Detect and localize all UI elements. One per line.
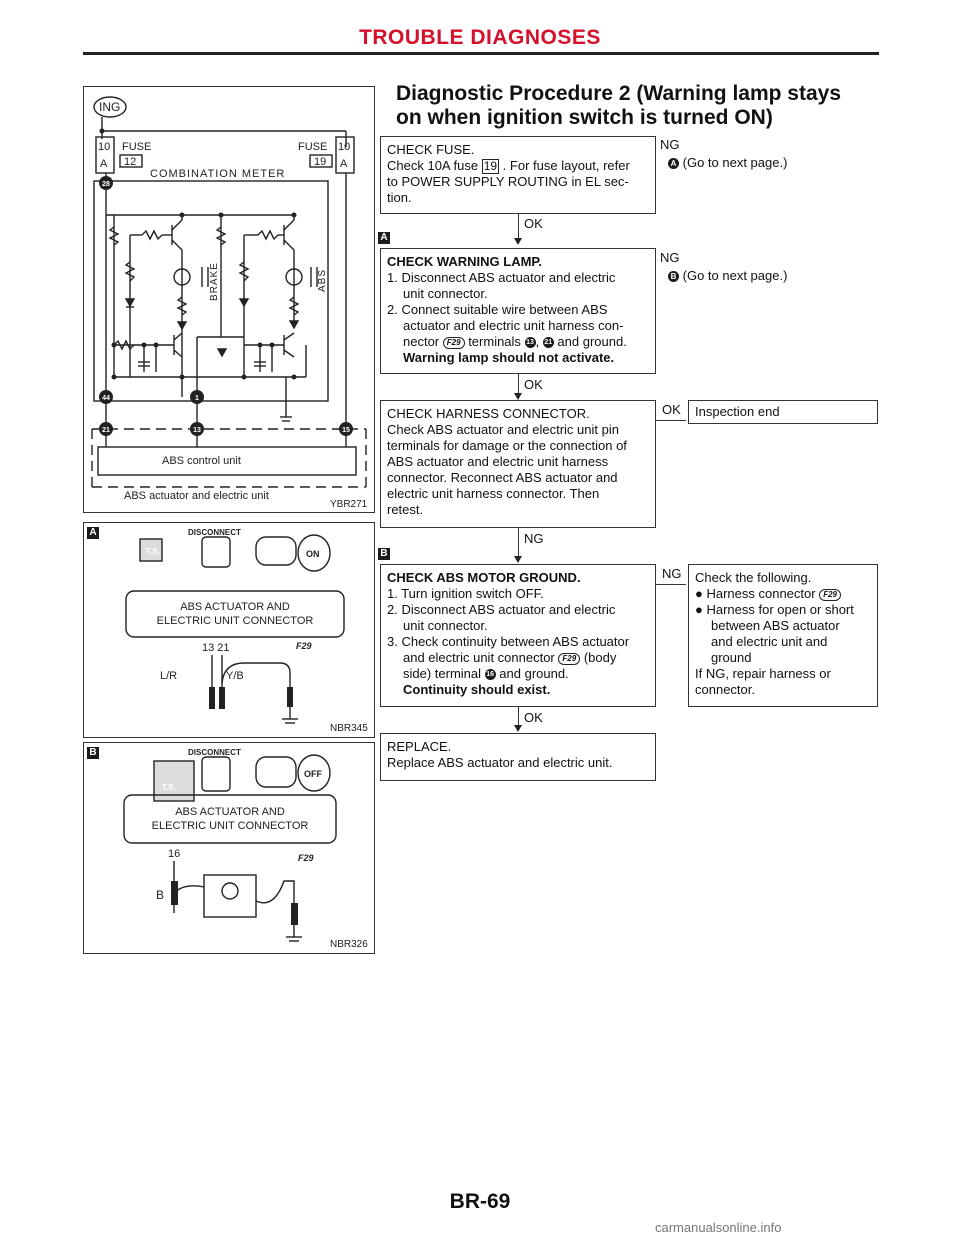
warning-lamp-l1: 1. Disconnect ABS actuator and electric	[387, 270, 616, 285]
motor-ground-l3c: side) terminal 16 and ground.	[403, 666, 569, 681]
figure-a-tag: A	[87, 527, 99, 539]
ts-label-b: T.S.	[162, 783, 176, 792]
harness-l4: connector. Reconnect ABS actuator and	[387, 470, 618, 485]
connector-id-b: F29	[298, 853, 314, 863]
harness-l5: electric unit harness connector. Then	[387, 486, 600, 501]
pin-13: 13	[193, 427, 201, 434]
harness-l3: ABS actuator and electric unit harness	[387, 454, 609, 469]
pin-28: 28	[102, 181, 110, 188]
motor-ground-l1: 1. Turn ignition switch OFF.	[387, 586, 544, 601]
motor-ground-l2b: unit connector.	[403, 618, 488, 633]
harness-ng-label: NG	[524, 531, 544, 546]
harness-title: CHECK HARNESS CONNECTOR.	[387, 406, 590, 421]
check-item-2c: and electric unit and	[711, 634, 828, 649]
side-tag-b: B	[378, 548, 390, 560]
fuse-right-label: FUSE	[298, 141, 328, 153]
pin-44: 44	[102, 395, 110, 402]
connector-id-a: F29	[296, 641, 312, 651]
lamp-ng-label: NG	[660, 250, 680, 265]
warning-lamp-l2c: nector F29 terminals 13 , 21 and ground.	[403, 334, 627, 349]
check-item-3b: connector.	[695, 682, 755, 697]
check-fuse-line4: tion.	[387, 190, 412, 206]
lamp-ng-tag: B	[668, 271, 679, 282]
combination-meter-label: COMBINATION METER	[150, 168, 286, 180]
motor-ok-arrow	[514, 725, 522, 732]
page-number: BR-69	[449, 1190, 511, 1213]
connector-label-b-2: ELECTRIC UNIT CONNECTOR	[151, 820, 309, 832]
warning-lamp-expectation: Warning lamp should not activate.	[403, 350, 615, 365]
fuse-ok-label: OK	[524, 216, 543, 231]
step-check-fuse	[380, 136, 656, 214]
figure-b-tag: B	[87, 747, 99, 759]
fuse-ng-tag: A	[668, 158, 679, 169]
harness-l1: Check ABS actuator and electric unit pin	[387, 422, 619, 437]
connector-label-a-1: ABS ACTUATOR AND	[180, 601, 290, 613]
warning-lamp-l2: 2. Connect suitable wire between ABS	[387, 302, 608, 317]
pin-21: 21	[102, 427, 110, 434]
replace-title: REPLACE.	[387, 739, 452, 754]
fuse-ng-result: A (Go to next page.)	[668, 155, 787, 171]
harness-ng-arrow	[514, 556, 522, 563]
check-fuse-line2: Check 10A fuse 19 . For fuse layout, refer	[387, 158, 630, 174]
fuse-right-amp: 10	[338, 141, 351, 153]
check-item-3a: If NG, repair harness or	[695, 666, 831, 681]
fuse-right-amp-unit: A	[340, 158, 348, 170]
step-check-motor-ground	[380, 564, 656, 707]
check-following-box	[688, 564, 878, 707]
motor-ng-connector	[656, 584, 686, 585]
watermark: carmanualsonline.info	[655, 1220, 782, 1235]
fuse-left-amp-unit: A	[100, 158, 108, 170]
on-label: ON	[306, 549, 320, 559]
warning-lamp-title: CHECK WARNING LAMP.	[387, 254, 543, 269]
harness-ok-label: OK	[662, 402, 681, 417]
wire-yb-label: Y/B	[226, 670, 244, 682]
step-check-warning-lamp	[380, 248, 656, 374]
fuse-number-box: 19	[483, 159, 498, 174]
pin-16-label: 16	[168, 848, 181, 860]
procedure-title-line1: Diagnostic Procedure 2 (Warning lamp stays	[396, 82, 841, 105]
wire-b-label: B	[156, 888, 165, 902]
fuse-ng-label: NG	[660, 137, 680, 152]
fuse-left-number: 12	[124, 156, 137, 168]
inspection-end-box: Inspection end	[688, 400, 878, 424]
header-rule	[83, 52, 879, 55]
check-fuse-line3: to POWER SUPPLY ROUTING in EL sec-	[387, 174, 629, 190]
warning-lamp-l2b: actuator and electric unit harness con-	[403, 318, 624, 333]
lamp-ok-label: OK	[524, 377, 543, 392]
connector-f29-badge-3: F29	[819, 589, 841, 601]
connector-label-b-1: ABS ACTUATOR AND	[175, 806, 285, 818]
connector-label-a-2: ELECTRIC UNIT CONNECTOR	[156, 615, 314, 627]
motor-ok-label: OK	[524, 710, 543, 725]
abs-actuator-label: ABS actuator and electric unit	[124, 490, 269, 502]
wire-lr-label: L/R	[160, 670, 178, 682]
motor-ground-title: CHECK ABS MOTOR GROUND.	[387, 570, 581, 585]
harness-l2: terminals for damage or the connection of	[387, 438, 627, 453]
figure-a-code: NBR345	[330, 723, 368, 734]
check-item-2d: ground	[711, 650, 752, 665]
abs-label: ABS	[317, 268, 328, 292]
fuse-ok-connector	[518, 214, 519, 240]
fuse-ok-arrow	[514, 238, 522, 245]
pin-13-badge: 13	[526, 339, 534, 347]
figure-b-diagram	[84, 743, 374, 953]
replace-l1: Replace ABS actuator and electric unit.	[387, 755, 613, 770]
motor-ground-expectation: Continuity should exist.	[403, 682, 551, 697]
disconnect-label-b: DISCONNECT	[188, 748, 241, 757]
procedure-title	[396, 82, 866, 130]
ts-label-a: T.S.	[146, 547, 160, 556]
abs-control-unit-label: ABS control unit	[162, 455, 241, 467]
step-replace	[380, 733, 656, 781]
motor-ok-connector	[518, 707, 519, 727]
check-fuse-title: CHECK FUSE.	[387, 142, 475, 157]
pin-1: 1	[195, 395, 199, 402]
off-label: OFF	[304, 769, 322, 779]
warning-lamp-l1b: unit connector.	[403, 286, 488, 301]
check-item-1: ● Harness connector F29	[695, 586, 871, 602]
harness-ng-connector	[518, 528, 519, 558]
figure-code: YBR271	[330, 499, 368, 510]
check-following-title: Check the following.	[695, 570, 812, 585]
procedure-title-line2: on when ignition switch is turned ON)	[396, 106, 773, 129]
check-item-2: ● Harness for open or short	[695, 602, 854, 617]
motor-ground-l3: 3. Check continuity between ABS actuator	[387, 634, 630, 649]
harness-ok-connector	[656, 420, 686, 421]
circuit-diagram-panel	[83, 86, 375, 513]
figure-b-panel	[83, 742, 375, 954]
figure-a-panel	[83, 522, 375, 738]
ing-label: ING	[99, 100, 121, 114]
disconnect-label-a: DISCONNECT	[188, 528, 241, 537]
brake-label: BRAKE	[209, 262, 220, 301]
harness-l6: retest.	[387, 502, 424, 517]
side-tag-a: A	[378, 232, 390, 244]
connector-f29-badge-2: F29	[558, 653, 580, 665]
figure-b-code: NBR326	[330, 939, 368, 950]
lamp-ok-arrow	[514, 393, 522, 400]
circuit-diagram	[84, 87, 374, 512]
connector-f29-badge: F29	[443, 337, 465, 349]
pin-21-badge: 21	[544, 339, 553, 347]
motor-ground-l2: 2. Disconnect ABS actuator and electric	[387, 602, 616, 617]
lamp-ng-result: B (Go to next page.)	[668, 268, 787, 284]
pin-15: 15	[342, 427, 350, 434]
pins-label-a: 13 21	[202, 642, 230, 654]
page-header-title: TROUBLE DIAGNOSES	[359, 26, 601, 49]
check-item-2b: between ABS actuator	[711, 618, 840, 633]
pin-16-badge: 16	[486, 671, 495, 679]
figure-a-diagram	[84, 523, 374, 737]
motor-ng-label: NG	[662, 566, 682, 581]
fuse-left-amp: 10	[98, 141, 111, 153]
motor-ground-l3b: and electric unit connector F29 (body	[403, 650, 617, 665]
fuse-right-number: 19	[314, 156, 327, 168]
step-check-harness-connector	[380, 400, 656, 528]
fuse-left-label: FUSE	[122, 141, 152, 153]
